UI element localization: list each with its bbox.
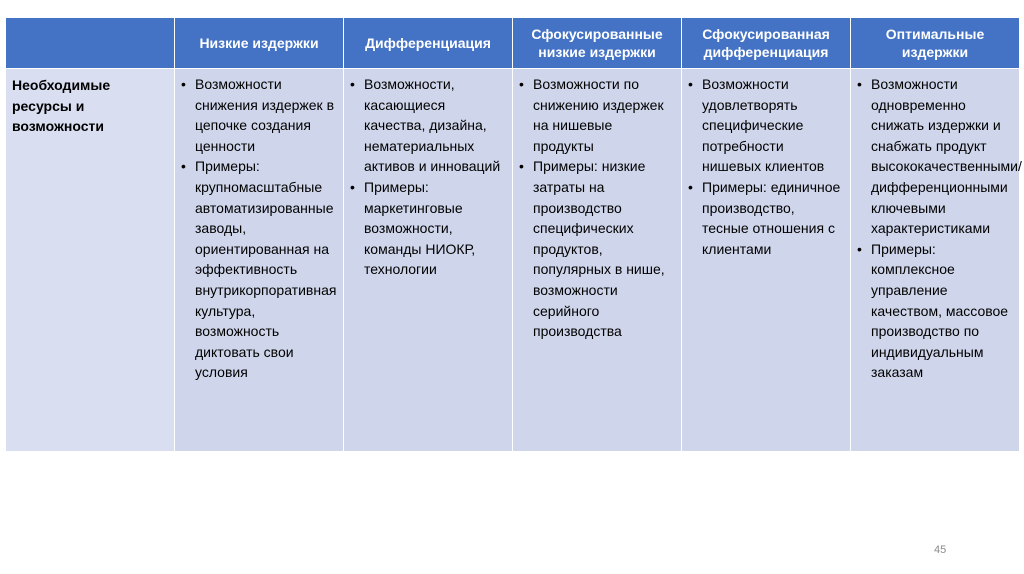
header-focused-differentiation: Сфокусированная дифференциация: [682, 18, 851, 69]
header-corner-cell: [6, 18, 175, 69]
bullet-list: [682, 69, 850, 259]
bullet-item: • Возможности одновременно снижать издержки и снабжать продукт высококачественными/ дифференционными ключевыми характеристиками: [871, 74, 1013, 239]
cell-low-costs: [175, 69, 344, 452]
bullet-list: [175, 69, 343, 383]
bullet-item: • Примеры: крупномасштабные автоматизированные заводы, ориентированная на эффективность внутрикорпоративная культура, возможность диктовать свои условия: [195, 156, 337, 383]
bullet-item: • Возможности по снижению издержек на нишевые продукты: [533, 74, 675, 156]
bullet-list: [344, 69, 512, 280]
bullet-item: • Возможности, касающиеся качества, дизайна, нематериальных активов и инноваций: [364, 74, 506, 177]
bullet-item: • Примеры: комплексное управление качеством, массовое производство по индивидуальным заказам: [871, 239, 1013, 383]
row-label-resources: Необходимые ресурсы и возможности: [6, 69, 175, 452]
bullet-list: [851, 69, 1022, 383]
cell-optimal-costs: [851, 69, 1020, 452]
bullet-item: • Примеры: единичное производство, тесные отношения с клиентами: [702, 177, 844, 259]
cell-focused-low-costs: [513, 69, 682, 452]
header-focused-low-costs: Сфокусированные низкие издержки: [513, 18, 682, 69]
page-number: 45: [934, 544, 947, 556]
table-row: [6, 69, 1020, 452]
bullet-item: • Возможности удовлетворять специфические потребности нишевых клиентов: [702, 74, 844, 177]
bullet-list: [513, 69, 681, 342]
bullet-item: • Примеры: низкие затраты на производство специфических продуктов, популярных в нише, возможности серийного производства: [533, 156, 675, 341]
bullet-item: • Примеры: маркетинговые возможности, команды НИОКР, технологии: [364, 177, 506, 280]
header-optimal-costs: Оптимальные издержки: [851, 18, 1020, 69]
table-header-row: [6, 18, 1020, 69]
strategy-table: [5, 17, 1020, 452]
header-differentiation: Дифференциация: [344, 18, 513, 69]
header-low-costs: Низкие издержки: [175, 18, 344, 69]
bullet-item: • Возможности снижения издержек в цепочке создания ценности: [195, 74, 337, 156]
cell-focused-differentiation: [682, 69, 851, 452]
cell-differentiation: [344, 69, 513, 452]
